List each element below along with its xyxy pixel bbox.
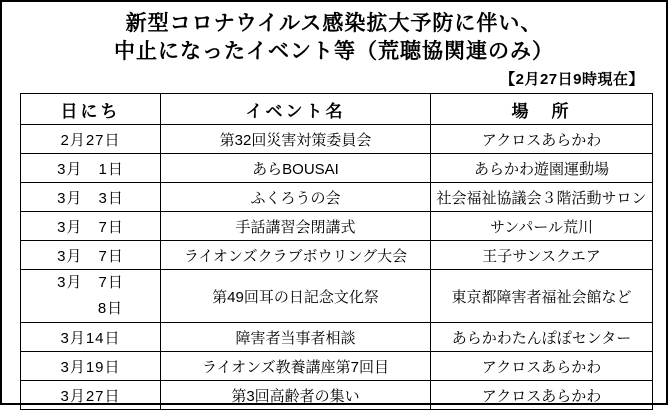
cell-place: アクロスあらかわ <box>431 381 653 410</box>
table-row <box>21 212 653 241</box>
cell-place: サンパール荒川 <box>431 212 653 241</box>
cell-name: ふくろうの会 <box>161 183 431 212</box>
cell-date: 3月 7日 <box>21 241 161 270</box>
as-of-row <box>2 66 666 93</box>
cell-date: 2月27日 <box>21 125 161 154</box>
cell-date-line-1: 3月 7日 <box>57 274 124 291</box>
cell-name: 手話講習会閉講式 <box>161 212 431 241</box>
page-title-line-1: 新型コロナウイルス感染拡大予防に伴い、 <box>125 12 543 35</box>
title-block <box>2 2 666 66</box>
cell-date: 3月27日 <box>21 381 161 410</box>
table-row <box>21 381 653 410</box>
cell-name: 第49回耳の日記念文化祭 <box>161 270 431 323</box>
cell-date: 3月19日 <box>21 352 161 381</box>
table-header-row <box>21 94 653 125</box>
table-wrapper <box>2 93 666 410</box>
cell-date: 3月 7日 <box>21 212 161 241</box>
cell-name: 第3回高齢者の集い <box>161 381 431 410</box>
table-row <box>21 125 653 154</box>
table-row <box>21 183 653 212</box>
column-header-place: 場 所 <box>431 94 653 125</box>
cell-place: 東京都障害者福祉会館など <box>431 270 653 323</box>
as-of-label: 【2月27日9時現在】 <box>500 71 644 88</box>
cell-date: 3月 1日 <box>21 154 161 183</box>
cell-place: アクロスあらかわ <box>431 352 653 381</box>
table-row <box>21 154 653 183</box>
table-row <box>21 352 653 381</box>
cell-name: 第32回災害対策委員会 <box>161 125 431 154</box>
cell-date-line-2: 8日 <box>97 300 124 317</box>
cell-name: あらBOUSAI <box>161 154 431 183</box>
cell-name: 障害者当事者相談 <box>161 323 431 352</box>
table-row <box>21 323 653 352</box>
cell-date: 3月14日 <box>21 323 161 352</box>
cell-date <box>21 270 161 323</box>
cell-place: あらかわ遊園運動場 <box>431 154 653 183</box>
table-row <box>21 270 653 323</box>
cell-place: あらかわたんぽぽセンター <box>431 323 653 352</box>
page-title-line-2: 中止になったイベント等（荒聴協関連のみ） <box>114 40 554 63</box>
column-header-name: イベント名 <box>161 94 431 125</box>
cell-date: 3月 3日 <box>21 183 161 212</box>
column-header-date: 日にち <box>21 94 161 125</box>
table-row <box>21 241 653 270</box>
cell-name: ライオンズ教養講座第7回目 <box>161 352 431 381</box>
cell-place: アクロスあらかわ <box>431 125 653 154</box>
cell-place: 社会福祉協議会３階活動サロン <box>431 183 653 212</box>
cell-place: 王子サンスクエア <box>431 241 653 270</box>
cell-name: ライオンズクラブボウリング大会 <box>161 241 431 270</box>
cancelled-events-table <box>20 93 653 410</box>
